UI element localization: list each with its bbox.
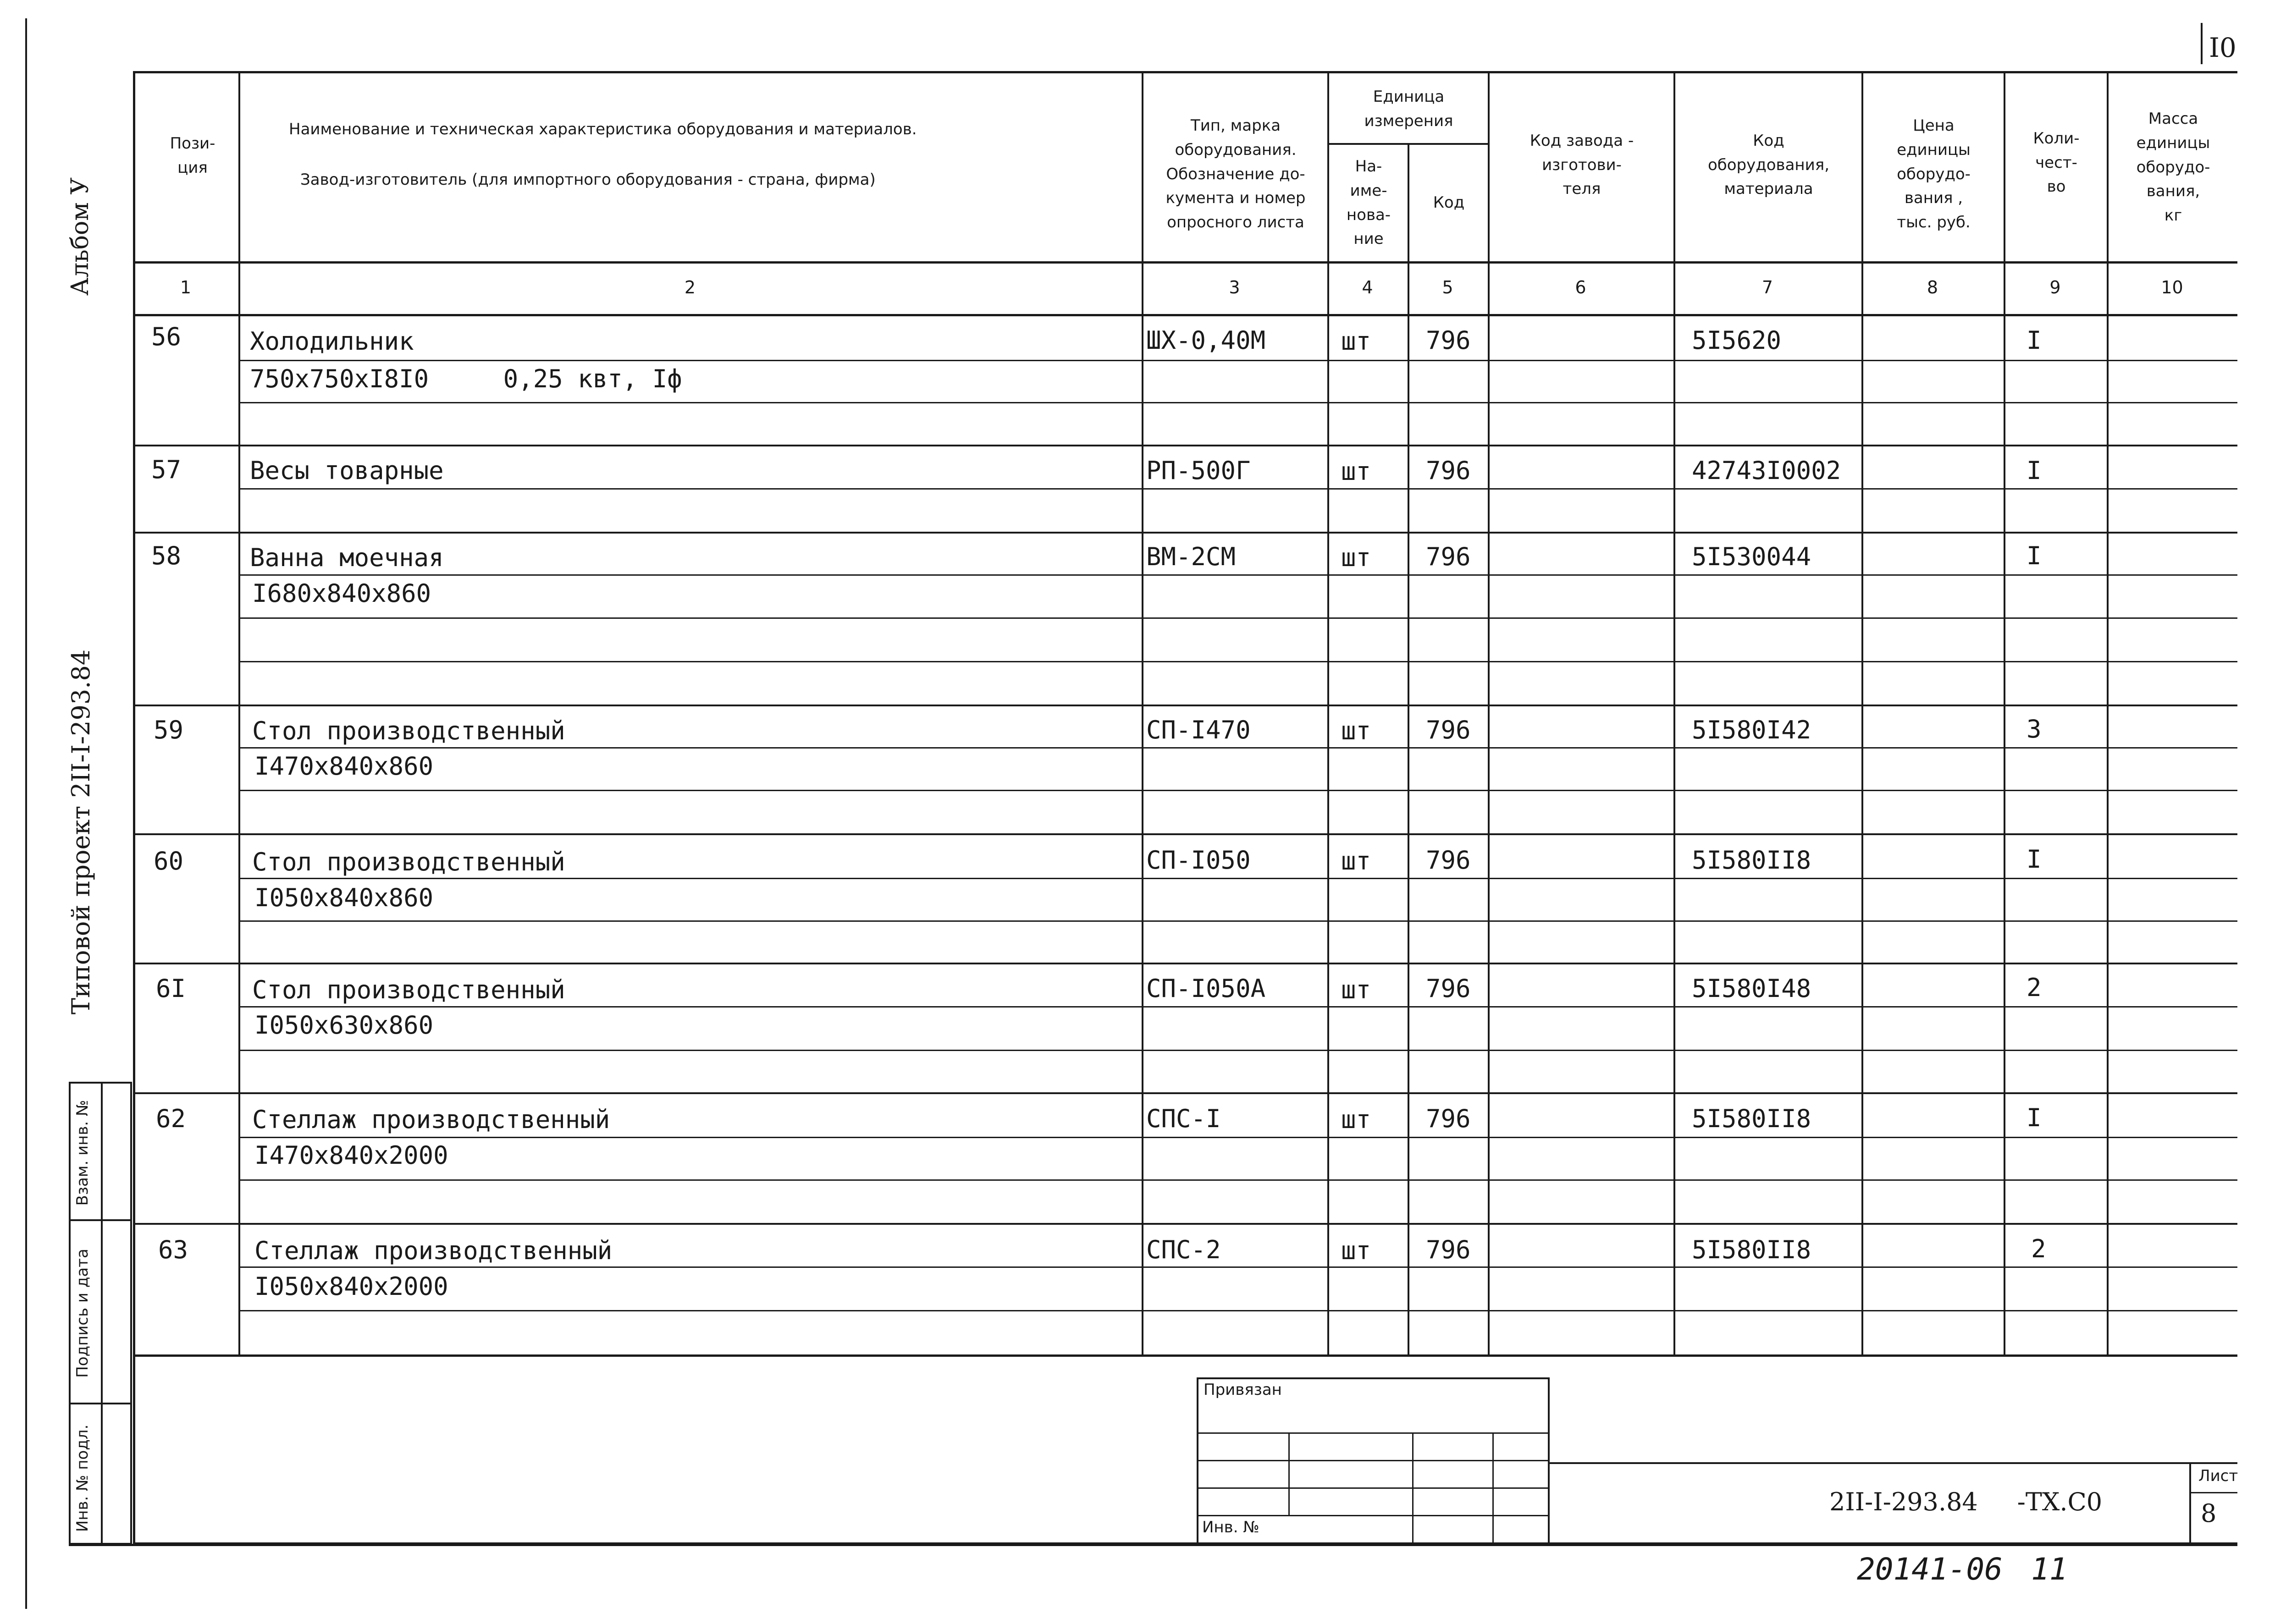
item-unit: шт bbox=[1341, 327, 1371, 356]
row-line bbox=[133, 1223, 2237, 1225]
row-line bbox=[238, 1006, 2237, 1007]
pos-56: 56 bbox=[151, 322, 182, 351]
stamp-grid-vline bbox=[1412, 1432, 1414, 1545]
side-stamp-inv-podl: Инв. № подл. bbox=[73, 1424, 92, 1532]
col-line-3 bbox=[1327, 71, 1329, 1357]
item-unit: шт bbox=[1341, 457, 1371, 486]
handwritten-page: 11 bbox=[2031, 1552, 2068, 1587]
item-unit-code: 796 bbox=[1426, 1235, 1471, 1264]
item-unit: шт bbox=[1341, 1236, 1371, 1265]
row-line bbox=[133, 532, 2237, 534]
item-unit: шт bbox=[1341, 543, 1371, 572]
item-equip-code: 42743I0002 bbox=[1692, 456, 1841, 485]
header-type: Тип, марка оборудования. Обозначение до- кумента и номер опросного листа bbox=[1165, 116, 1306, 232]
row-line bbox=[238, 1179, 2237, 1181]
item-equip-code: 5I580II8 bbox=[1692, 1104, 1811, 1133]
header-name-line2: Завод-изготовитель (для импортного оборудования - страна, фирма) bbox=[300, 171, 876, 189]
inv-no-label: Инв. № bbox=[1202, 1518, 1259, 1536]
row-line bbox=[238, 1266, 2237, 1268]
header-unit-code: Код bbox=[1433, 193, 1465, 212]
pos-62: 62 bbox=[156, 1104, 186, 1133]
row-line bbox=[133, 1092, 2237, 1094]
row-line bbox=[238, 1137, 2237, 1138]
row-line bbox=[238, 360, 2237, 361]
side-stamp-podpis: Подпись и дата bbox=[73, 1249, 92, 1378]
colnum-3: 3 bbox=[1229, 277, 1240, 297]
row-line bbox=[238, 920, 2237, 922]
colnum-bottom-line bbox=[133, 314, 2237, 316]
item-spec: I470х840х860 bbox=[254, 752, 434, 781]
item-equip-code: 5I580II8 bbox=[1692, 846, 1811, 875]
colnum-1: 1 bbox=[180, 277, 192, 297]
handwritten-number: 20141-06 bbox=[1857, 1552, 2003, 1587]
header-name-line1: Наименование и техническая характеристика оборудования и материалов. bbox=[289, 120, 917, 138]
item-equip-code: 5I580I42 bbox=[1692, 716, 1811, 744]
header-unit: Единица измерения bbox=[1364, 87, 1453, 130]
colnum-10: 10 bbox=[2161, 277, 2183, 297]
colnum-6: 6 bbox=[1575, 277, 1586, 297]
pos-63: 63 bbox=[158, 1235, 188, 1264]
item-name: Стол производственный bbox=[252, 975, 565, 1004]
item-qty: I bbox=[2027, 1103, 2042, 1132]
title-block-top-line bbox=[1550, 1462, 2237, 1464]
item-spec: 750х750хI8I0 0,25 квт, Iф bbox=[250, 364, 682, 393]
col-line-8 bbox=[2004, 71, 2005, 1357]
bottom-frame-line bbox=[69, 1544, 2237, 1546]
item-unit: шт bbox=[1341, 1105, 1371, 1134]
row-line bbox=[238, 1050, 2237, 1051]
header-position: Пози- ция bbox=[170, 134, 215, 177]
header-factory-code: Код завода - изготови- теля bbox=[1530, 131, 1634, 198]
colnum-8: 8 bbox=[1927, 277, 1938, 297]
album-side-label: Альбом У bbox=[66, 177, 94, 296]
row-line bbox=[238, 1310, 2237, 1311]
side-stamp-divider bbox=[101, 1082, 103, 1545]
header-bottom-line bbox=[133, 261, 2237, 264]
pos-57: 57 bbox=[151, 455, 182, 484]
item-qty: I bbox=[2027, 541, 2042, 570]
row-line bbox=[133, 445, 2237, 446]
right-border-line bbox=[2201, 23, 2203, 64]
col-line-9 bbox=[2107, 71, 2109, 1357]
pos-61-visible: 6I bbox=[156, 974, 186, 1003]
row-line bbox=[238, 574, 2237, 576]
col-line-6 bbox=[1673, 71, 1675, 1357]
col-line-2 bbox=[1142, 71, 1143, 1357]
table-body-bottom-line bbox=[133, 1354, 2237, 1357]
col-line-5 bbox=[1488, 71, 1490, 1357]
item-unit: шт bbox=[1341, 847, 1371, 875]
item-equip-code: 5I580II8 bbox=[1692, 1235, 1811, 1264]
header-unit-name: На- име- нова- ние bbox=[1346, 157, 1391, 248]
row-line bbox=[133, 963, 2237, 964]
stamp-grid-line bbox=[1197, 1432, 1550, 1434]
header-quantity: Коли- чест- во bbox=[2033, 129, 2080, 196]
item-unit-code: 796 bbox=[1426, 542, 1471, 571]
item-equip-code: 5I5620 bbox=[1692, 326, 1782, 355]
colnum-9: 9 bbox=[2049, 277, 2061, 297]
col-line-7 bbox=[1861, 71, 1863, 1357]
col-line-4 bbox=[1408, 143, 1409, 1357]
stamp-grid-line bbox=[1197, 1487, 1550, 1489]
item-qty: I bbox=[2027, 326, 2042, 355]
header-price: Цена единицы оборудо- вания , тыс. руб. bbox=[1897, 116, 1971, 232]
row-line bbox=[238, 790, 2237, 791]
item-spec: I050х840х2000 bbox=[254, 1272, 448, 1301]
header-equip-code: Код оборудования, материала bbox=[1707, 131, 1830, 198]
colnum-2: 2 bbox=[684, 277, 696, 297]
row-line bbox=[238, 661, 2237, 662]
left-border-line bbox=[25, 18, 27, 1609]
item-type: СП-I470 bbox=[1146, 716, 1251, 744]
item-unit-code: 796 bbox=[1426, 716, 1471, 744]
sheet-top-number: I0 bbox=[2209, 32, 2236, 63]
item-name: Весы товарные bbox=[250, 456, 444, 485]
doc-code: 2II-I-293.84 -ТХ.С0 bbox=[1829, 1487, 2103, 1516]
item-unit-code: 796 bbox=[1426, 456, 1471, 485]
row-line bbox=[133, 833, 2237, 835]
row-line bbox=[238, 402, 2237, 403]
item-type: РП-500Г bbox=[1146, 456, 1251, 485]
item-spec: I050х630х860 bbox=[254, 1011, 434, 1040]
list-number: 8 bbox=[2201, 1499, 2217, 1528]
item-spec: I680х840х860 bbox=[252, 579, 431, 608]
item-qty: 2 bbox=[2031, 1234, 2046, 1263]
side-stamp-vzam: Взам. инв. № bbox=[73, 1100, 92, 1206]
item-qty: 2 bbox=[2027, 973, 2042, 1002]
item-unit-code: 796 bbox=[1426, 974, 1471, 1003]
list-box-divider bbox=[2189, 1492, 2237, 1493]
item-type: СПС-2 bbox=[1146, 1235, 1221, 1264]
pos-59: 59 bbox=[154, 716, 184, 744]
row-line bbox=[238, 747, 2237, 749]
pos-60: 60 bbox=[154, 847, 184, 875]
item-name: Стеллаж производственный bbox=[252, 1105, 610, 1134]
item-name: Стол производственный bbox=[252, 848, 565, 876]
item-equip-code: 5I580I48 bbox=[1692, 974, 1811, 1003]
item-type: СП-I050А bbox=[1146, 974, 1266, 1003]
item-type: ВМ-2СМ bbox=[1146, 542, 1236, 571]
item-type: СПС-I bbox=[1146, 1104, 1221, 1133]
header-mass: Масса единицы оборудо- вания, кг bbox=[2136, 110, 2210, 225]
item-name: Стеллаж производственный bbox=[254, 1236, 613, 1265]
item-unit-code: 796 bbox=[1426, 326, 1471, 355]
item-name: Стол производственный bbox=[252, 716, 565, 745]
project-side-label: Типовой проект 2II-I-293.84 bbox=[66, 649, 95, 1015]
pos-58: 58 bbox=[151, 541, 182, 570]
list-label: Лист bbox=[2198, 1467, 2238, 1485]
item-type: ШХ-0,40М bbox=[1146, 326, 1266, 355]
item-name: Холодильник bbox=[250, 327, 414, 356]
privyazan-label: Привязан bbox=[1204, 1381, 1282, 1399]
stamp-grid-line bbox=[1197, 1515, 1550, 1516]
row-line bbox=[238, 878, 2237, 879]
colnum-4: 4 bbox=[1362, 277, 1373, 297]
stamp-grid-vline bbox=[1492, 1432, 1494, 1545]
stamp-grid-vline bbox=[1288, 1432, 1290, 1515]
item-unit-code: 796 bbox=[1426, 846, 1471, 875]
stamp-grid-line bbox=[1197, 1460, 1550, 1461]
item-equip-code: 5I530044 bbox=[1692, 542, 1811, 571]
item-spec: I050х840х860 bbox=[254, 883, 434, 912]
item-unit: шт bbox=[1341, 975, 1371, 1004]
item-unit-code: 796 bbox=[1426, 1104, 1471, 1133]
item-type: СП-I050 bbox=[1146, 846, 1251, 875]
item-name: Ванна моечная bbox=[250, 543, 444, 572]
item-unit: шт bbox=[1341, 716, 1371, 745]
row-line bbox=[133, 705, 2237, 706]
item-qty: I bbox=[2027, 456, 2042, 485]
row-line bbox=[238, 488, 2237, 490]
item-qty: I bbox=[2027, 845, 2042, 874]
row-line bbox=[238, 617, 2237, 619]
colnum-7: 7 bbox=[1761, 277, 1773, 297]
item-spec: I470х840х2000 bbox=[254, 1141, 448, 1170]
col-line-1 bbox=[238, 71, 240, 1357]
side-stamp-sep-2 bbox=[69, 1403, 132, 1404]
item-qty: 3 bbox=[2027, 715, 2042, 743]
colnum-5: 5 bbox=[1442, 277, 1453, 297]
